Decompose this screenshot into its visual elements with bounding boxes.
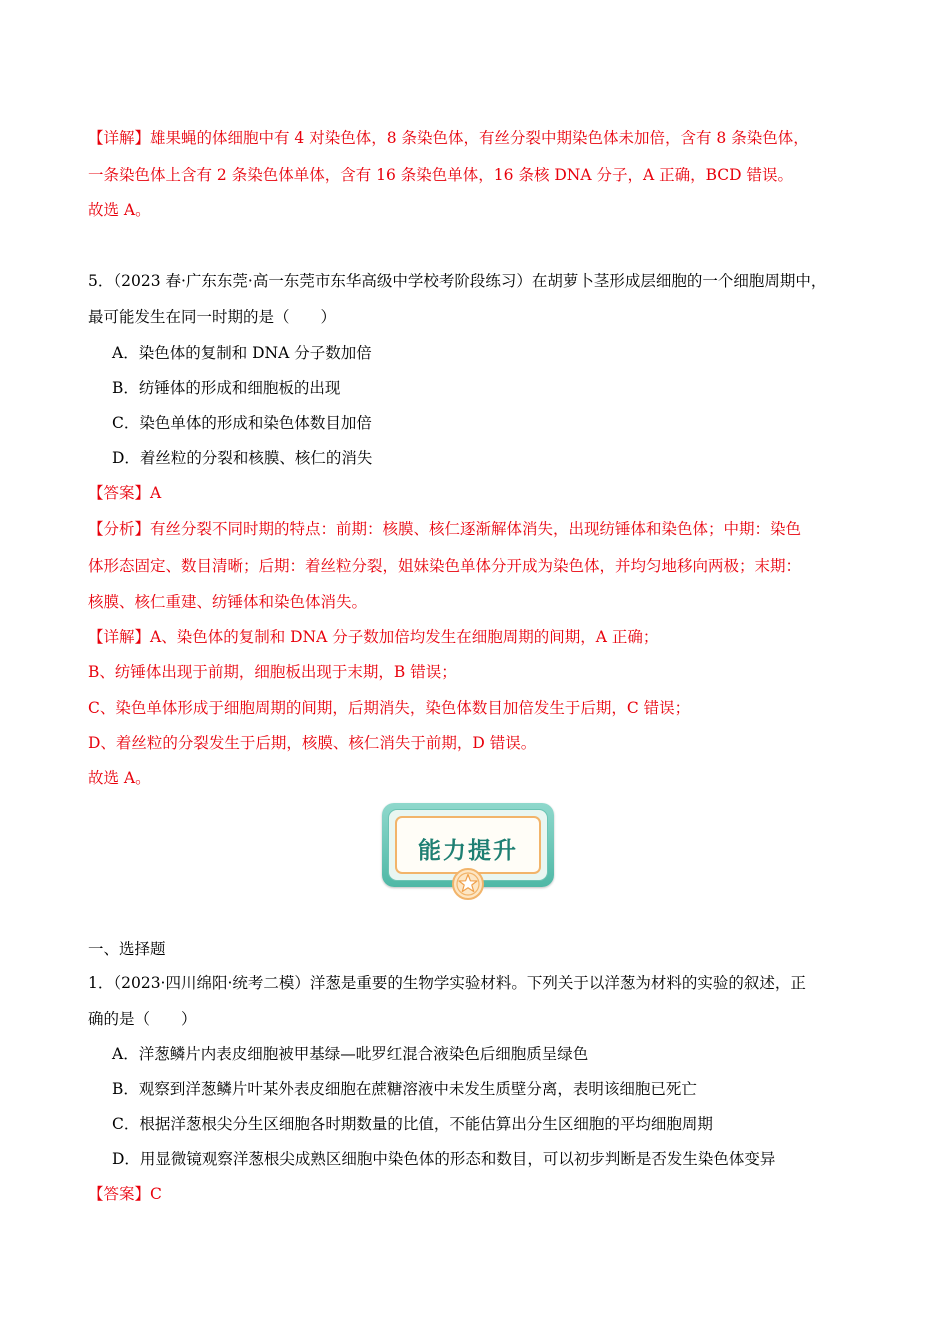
detail-line: 一条染色体上含有 2 条染色体单体，含有 16 条染色单体，16 条核 DNA 分子，A 正确，BCD 错误。	[88, 166, 793, 184]
section-badge	[382, 803, 554, 895]
question-stem: 最可能发生在同一时期的是（ ）	[88, 308, 337, 326]
analysis-line: 【分析】有丝分裂不同时期的特点：前期：核膜、核仁逐渐解体消失，出现纺锤体和染色体；中期：染色	[88, 520, 802, 538]
analysis-line: 体形态固定、数目清晰；后期：着丝粒分裂，姐妹染色单体分开成为染色体，并均匀地移向两极；末期：	[88, 557, 802, 575]
star-icon	[451, 867, 485, 901]
question-stem: 1．（2023·四川绵阳·统考二模）洋葱是重要的生物学实验材料。下列关于以洋葱为材料的实验的叙述，正	[88, 974, 806, 992]
detail-line: 【详解】A、染色体的复制和 DNA 分子数加倍均发生在细胞周期的间期，A 正确；	[88, 628, 659, 646]
answer-line: 【答案】C	[88, 1185, 162, 1203]
option-c: C．根据洋葱根尖分生区细胞各时期数量的比值，不能估算出分生区细胞的平均细胞周期	[112, 1115, 713, 1133]
detail-line: D、着丝粒的分裂发生于后期，核膜、核仁消失于前期，D 错误。	[88, 734, 537, 752]
conclusion-line: 故选 A。	[88, 769, 151, 787]
option-d: D．用显微镜观察洋葱根尖成熟区细胞中染色体的形态和数目，可以初步判断是否发生染色体变异	[112, 1150, 776, 1168]
detail-line: B、纺锤体出现于前期，细胞板出现于末期，B 错误；	[88, 663, 457, 681]
detail-line: C、染色单体形成于细胞周期的间期，后期消失，染色体数目加倍发生于后期，C 错误；	[88, 699, 691, 717]
badge-title: 能力提升	[418, 838, 518, 864]
detail-line: 【详解】雄果蝇的体细胞中有 4 对染色体，8 条染色体，有丝分裂中期染色体未加倍，含有 8 条染色体，	[88, 129, 809, 147]
question-stem: 确的是（ ）	[88, 1010, 197, 1028]
conclusion-line: 故选 A。	[88, 201, 151, 219]
option-a: A．洋葱鳞片内表皮细胞被甲基绿—吡罗红混合液染色后细胞质呈绿色	[112, 1045, 589, 1063]
option-d: D．着丝粒的分裂和核膜、核仁的消失	[112, 449, 373, 467]
option-b: B．纺锤体的形成和细胞板的出现	[112, 379, 341, 397]
option-c: C．染色单体的形成和染色体数目加倍	[112, 414, 372, 432]
option-b: B．观察到洋葱鳞片叶某外表皮细胞在蔗糖溶液中未发生质壁分离，表明该细胞已死亡	[112, 1080, 697, 1098]
answer-line: 【答案】A	[88, 484, 162, 502]
question-stem: 5．（2023 春·广东东莞·高一东莞市东华高级中学校考阶段练习）在胡萝卜茎形成层细胞的一个细胞周期中，	[88, 272, 827, 290]
analysis-line: 核膜、核仁重建、纺锤体和染色体消失。	[88, 593, 368, 611]
section-heading: 一、选择题	[88, 940, 166, 958]
option-a: A．染色体的复制和 DNA 分子数加倍	[112, 344, 372, 362]
